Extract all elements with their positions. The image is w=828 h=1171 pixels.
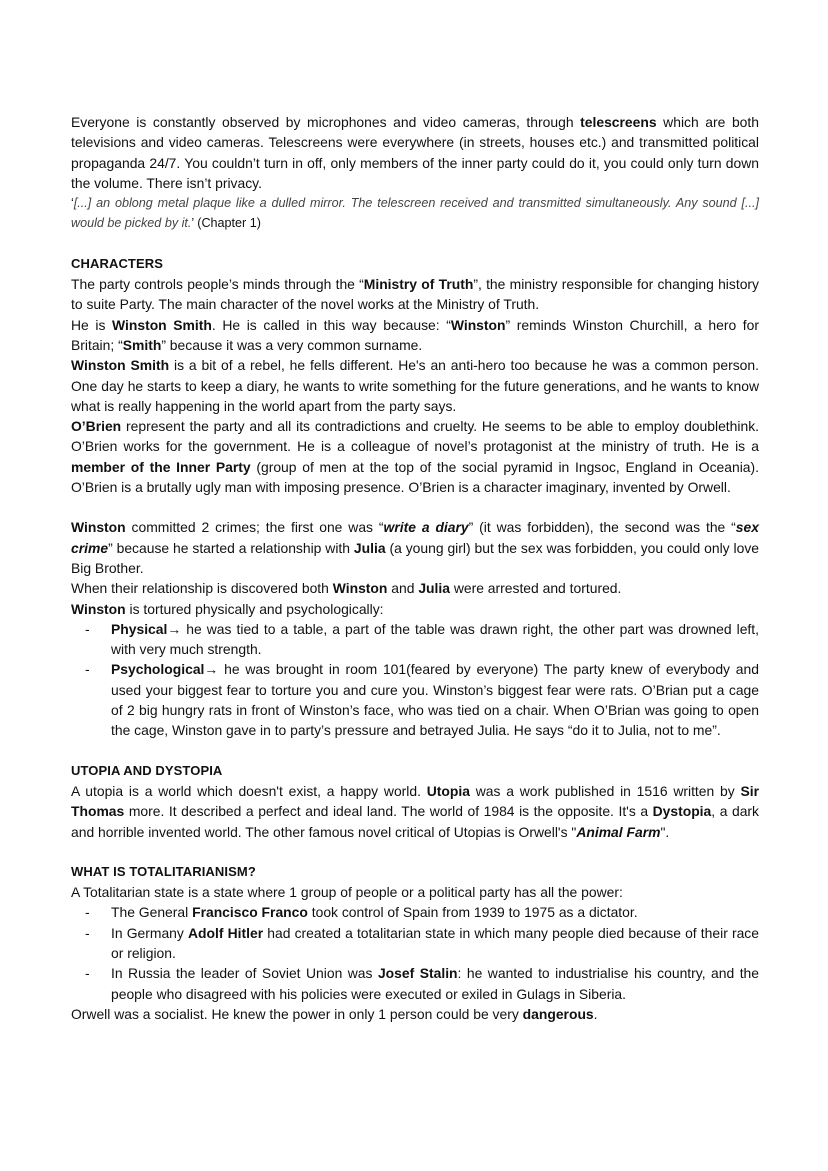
bold-text: Josef Stalin bbox=[377, 965, 458, 982]
list-item bbox=[85, 963, 759, 1004]
text: . He is called in this way because: “ bbox=[211, 316, 451, 333]
bold-text: Winston bbox=[71, 519, 126, 536]
text: The party controls people’s minds through the “ bbox=[71, 276, 364, 293]
dash-bullet: - bbox=[85, 924, 90, 941]
text: The General bbox=[111, 904, 193, 921]
quote-italic: [...] an oblong metal plaque like a dulled mirror. The telescreen received and transmitted simultaneously. Any sound [...] would be picked by it. bbox=[71, 196, 759, 231]
text: ” because it was a very common surname. bbox=[161, 336, 423, 353]
bold-text: Physical bbox=[111, 620, 168, 637]
bold-italic-text: sex crime bbox=[71, 519, 759, 556]
text: ” (it was forbidden), the second was the “ bbox=[468, 519, 736, 536]
bold-text: O’Brien bbox=[71, 418, 122, 435]
bold-text: Smith bbox=[122, 336, 162, 353]
text: (a young girl) but the sex was forbidden, you could only love Big Brother. bbox=[71, 539, 759, 576]
arrow-icon: → bbox=[204, 661, 219, 678]
bold-text: Winston Smith bbox=[71, 357, 170, 374]
text: ". bbox=[660, 823, 670, 840]
quote-mark: ‘ bbox=[71, 196, 74, 211]
text: is tortured physically and psychologically: bbox=[125, 600, 384, 617]
bold-text: telescreens bbox=[580, 114, 657, 130]
document-page bbox=[71, 112, 759, 1024]
text: . bbox=[593, 1005, 598, 1022]
text: committed 2 crimes; the first one was “ bbox=[125, 519, 384, 536]
characters-heading: CHARACTERS bbox=[71, 255, 163, 271]
dash-bullet: - bbox=[85, 620, 90, 637]
totalitarianism-intro: A Totalitarian state is a state where 1 group of people or a political party has all the power: bbox=[71, 884, 623, 901]
text: When their relationship is discovered both bbox=[71, 580, 333, 597]
bold-text: Adolf Hitler bbox=[188, 924, 264, 941]
text: ” because he started a relationship with bbox=[108, 539, 354, 556]
text: was a work published in 1516 written by bbox=[469, 782, 741, 799]
bold-italic-text: Animal Farm bbox=[576, 823, 661, 840]
bold-text: member of the Inner Party bbox=[71, 458, 251, 475]
text: and bbox=[387, 580, 419, 597]
torture-list bbox=[71, 619, 759, 741]
text: Orwell was a socialist. He knew the power in only 1 person could be very bbox=[71, 1005, 523, 1022]
bold-text: Francisco Franco bbox=[192, 904, 308, 921]
list-item bbox=[85, 619, 759, 660]
text: , a dark and horrible invented world. The other famous novel critical of Utopias is Orwell's " bbox=[71, 803, 759, 840]
totalitarianism-heading: WHAT IS TOTALITARIANISM? bbox=[71, 863, 256, 879]
closing-paragraph bbox=[71, 1004, 759, 1024]
bold-text: Winston bbox=[71, 600, 126, 617]
ministry-paragraph bbox=[71, 274, 759, 315]
obrien-paragraph bbox=[71, 416, 759, 497]
torture-intro bbox=[71, 599, 759, 619]
bold-text: Dystopia bbox=[652, 803, 712, 820]
text: (group of men at the top of the social pyramid in Ingsoc, England in Oceania). O’Brien is a brutally ugly man with imposing presence. O’Brien is a character imaginary, invented by Orwell. bbox=[71, 458, 759, 496]
text: ”, the ministry responsible for changing history to suite Party. The main character of the novel works at the Ministry of Truth. bbox=[71, 276, 759, 313]
crimes-paragraph bbox=[71, 517, 759, 578]
winston-name-paragraph bbox=[71, 315, 759, 356]
bold-text: Psychological bbox=[111, 661, 205, 678]
text: Everyone is constantly observed by microphones and video cameras, through bbox=[71, 114, 581, 130]
text: had created a totalitarian state in which many people died because of their race or religion. bbox=[111, 924, 759, 961]
arrest-paragraph bbox=[71, 578, 759, 598]
text: he was brought in room 101(feared by everyone) The party knew of everybody and used your biggest fear to torture you and cure you. Winston’s biggest fear were rats. O’Brian put a cage of 2 big hungry rats in front of Winston’s face, who was tied on a chair. When O’Brian was going to open the cage, Winston gave in to party’s pressure and betrayed Julia. He says “do it to Julia, not to me”. bbox=[111, 661, 759, 739]
bold-text: dangerous bbox=[522, 1005, 594, 1022]
arrow-icon: → bbox=[167, 620, 182, 637]
bold-text: Winston bbox=[450, 316, 506, 333]
text: he was tied to a table, a part of the table was drawn right, the other part was drowned left, with very much strength. bbox=[111, 620, 759, 658]
bold-text: Winston Smith bbox=[112, 316, 212, 333]
bold-text: Julia bbox=[353, 539, 386, 556]
text: A utopia is a world which doesn't exist, a happy world. bbox=[71, 782, 427, 799]
bold-text: Utopia bbox=[426, 782, 470, 799]
text: ” reminds Winston Churchill, a hero for Britain; “ bbox=[71, 316, 760, 353]
list-item bbox=[85, 659, 759, 740]
list-item bbox=[85, 923, 759, 964]
text: which are both televisions and video cameras. Telescreens were everywhere (in streets, houses etc.) and transmitted political propaganda 24/7. You couldn’t turn in off, only members of the inner party could do it, you could only turn down the volume. There isn’t privacy. bbox=[71, 114, 759, 191]
quote-citation: ’ (Chapter 1) bbox=[191, 216, 261, 231]
bold-italic-text: write a diary bbox=[383, 519, 469, 536]
text: more. It described a perfect and ideal land. The world of 1984 is the opposite. It's a bbox=[124, 803, 653, 820]
utopia-paragraph bbox=[71, 781, 759, 842]
chapter-quote bbox=[71, 193, 759, 234]
text: represent the party and all its contradictions and cruelty. He seems to be able to employ doublethink. O’Brien works for the government. He is a colleague of novel’s protagonist at the ministry of truth. He is a bbox=[71, 418, 759, 455]
dictators-list bbox=[71, 902, 759, 1003]
bold-text: Winston bbox=[332, 580, 388, 597]
dash-bullet: - bbox=[85, 904, 90, 921]
text: were arrested and tortured. bbox=[449, 580, 622, 597]
text: : he wanted to industrialise his country, and the people who disagreed with his policies were executed or exiled in Gulags in Siberia. bbox=[111, 965, 760, 1002]
text: He is bbox=[71, 316, 113, 333]
text: In Germany bbox=[111, 924, 188, 941]
winston-rebel-paragraph bbox=[71, 355, 759, 416]
bold-text: Sir Thomas bbox=[71, 782, 759, 820]
telescreens-paragraph bbox=[71, 112, 759, 193]
bold-text: Ministry of Truth bbox=[363, 276, 474, 293]
dash-bullet: - bbox=[85, 965, 90, 982]
text: is a bit of a rebel, he fells different. He's an anti-hero too because he was a common person. One day he starts to keep a diary, he wants to write something for the future generations, and he wants to know what is really happening in the world apart from the party says. bbox=[71, 357, 759, 414]
list-item bbox=[85, 902, 759, 922]
text: In Russia the leader of Soviet Union was bbox=[111, 965, 378, 982]
text: took control of Spain from 1939 to 1975 as a dictator. bbox=[307, 904, 638, 921]
bold-text: Julia bbox=[418, 580, 450, 597]
utopia-heading: UTOPIA AND DYSTOPIA bbox=[71, 762, 223, 778]
dash-bullet: - bbox=[85, 661, 90, 678]
